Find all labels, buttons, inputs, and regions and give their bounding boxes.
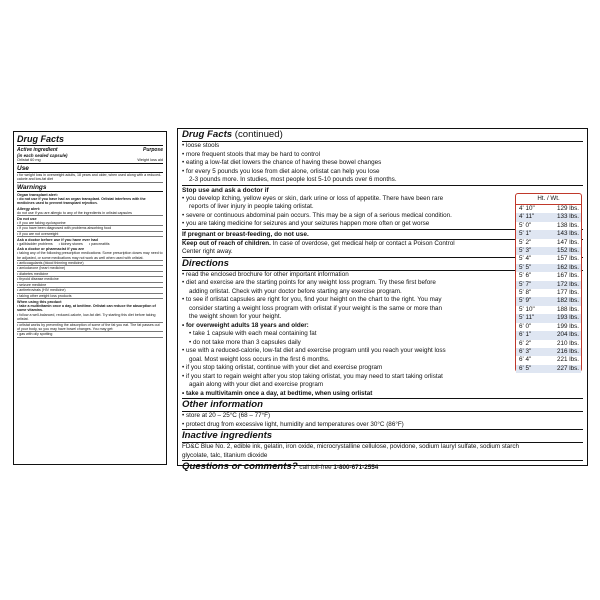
hw-weight: 221 lbs.: [556, 356, 579, 364]
hw-row: [516, 247, 581, 255]
hw-height: 6' 4": [519, 356, 532, 364]
pharm-item: • taking other weight loss products: [17, 294, 163, 299]
adult-line: • if you start to regain weight after you stop taking orlistat, you may need to start taking orlistat: [182, 372, 443, 380]
dir-line: • diet and exercise are the starting points for any weight loss program. Try these first before: [182, 279, 436, 286]
cont-line: • more frequent stools that may be hard to control: [182, 150, 321, 158]
hw-height: 5' 3": [519, 247, 532, 255]
when-item: • follow a well-balanced, reduced-calorie, low-fat diet. Try starting this diet before taking orlistat.: [17, 313, 163, 323]
hw-height: 5' 6": [519, 272, 532, 280]
pharm-item: • amiodarone (heart medicine): [17, 266, 163, 271]
cont-line: • for every 5 pounds you lose from diet alone, orlistat can help you lose: [182, 167, 380, 175]
dir-line: • read the enclosed brochure for other important information: [182, 270, 349, 278]
pharm-title: Ask a doctor or pharmacist if you are: [17, 247, 85, 252]
dir-line: the weight shown for your height.: [189, 313, 282, 320]
cont-line: • loose stools: [182, 142, 220, 149]
hw-height: 5' 5": [519, 263, 532, 271]
inactive-line: glycolate, talc, titanium dioxide: [182, 451, 268, 459]
hw-height: 5' 9": [519, 297, 532, 305]
donot-item: • if you are taking cyclosporine: [17, 221, 163, 226]
ask-title: Ask a doctor before use if you have ever had: [17, 238, 98, 243]
pregnancy-warning: If pregnant or breast-feeding, do not use.: [182, 229, 583, 239]
cont-line: 2-3 pounds more. In studies, most people lost 5-10 pounds over 6 months.: [189, 176, 397, 183]
active-label: Active ingredient: [17, 147, 58, 153]
hw-weight: 204 lbs.: [556, 331, 579, 339]
pharm-item: • seizure medicine: [17, 283, 163, 288]
stop-line: • you develop itching, yellow eyes or skin, dark urine or loss of appetite. There have been rare: [182, 194, 444, 202]
organ-text: • do not use if you have had an organ transplant. Orlistat interferes with the medicines used to prevent transplant rejection.: [17, 196, 146, 206]
hw-weight: 167 lbs.: [556, 272, 579, 280]
hw-weight: 157 lbs.: [556, 255, 579, 263]
hw-height: 6' 2": [519, 339, 532, 347]
hw-height: 5' 2": [519, 238, 532, 246]
hw-rows: [516, 205, 581, 373]
hw-row: [516, 323, 581, 331]
hw-row: [516, 356, 581, 364]
keep-out-rest: In case of overdose, get medical help or contact a Poison Control: [270, 239, 455, 247]
hw-row: [516, 230, 581, 238]
donot-title: Do not use: [17, 217, 37, 222]
donot-item: • if you are not overweight: [17, 232, 163, 237]
allergy-text: do not use if you are allergic to any of the ingredients in orlistat capsules: [17, 211, 163, 216]
hw-weight: 172 lbs.: [556, 280, 579, 288]
adults-title: • for overweight adults 18 years and older:: [182, 321, 309, 329]
hw-height: 5' 8": [519, 289, 532, 297]
use-text: • for weight loss in overweight adults, 18 years and older, when used along with a reduced-calorie and low-fat diet: [17, 173, 162, 182]
hw-weight: 143 lbs.: [556, 230, 579, 238]
active-sub: (in each sealed capsule): [17, 153, 68, 158]
cont-line: • eating a low-fat diet lowers the chance of having these bowel changes: [182, 159, 382, 166]
hw-height: 5' 1": [519, 230, 532, 238]
organ-title: Organ transplant alert:: [17, 192, 58, 197]
ask-item: • kidney stones: [58, 242, 83, 247]
when-item: • orlistat works by preventing the absorption of some of the fat you eat. The fat passes out of your body, so you may have bowel changes. You may get:: [17, 323, 163, 333]
hw-row: [516, 205, 581, 213]
use-title: Use: [17, 165, 163, 173]
adult-line: again along with your diet and exercise program: [189, 381, 324, 388]
hw-weight: 133 lbs.: [556, 213, 579, 221]
hw-row: [516, 365, 581, 373]
ingredient-row: [17, 158, 163, 164]
hw-height: 6' 3": [519, 347, 532, 355]
hw-row: [516, 213, 581, 221]
hw-row: [516, 297, 581, 305]
warnings-title: Warnings: [17, 184, 163, 192]
hw-row: [516, 289, 581, 297]
hw-weight: 152 lbs.: [556, 247, 579, 255]
right-title-cont: (continued): [232, 129, 283, 140]
hw-row: [516, 239, 581, 247]
hw-row: [516, 264, 581, 272]
ingredient: Orlistat 60 mg: [17, 158, 41, 162]
hw-header: Ht. / Wt.: [516, 194, 581, 205]
stop-line: • you are taking medicine for seizures and your seizures happen more often or get worse: [182, 220, 430, 227]
hw-row: [516, 314, 581, 322]
when-item: • gas with oily spotting: [17, 332, 163, 337]
hw-weight: 162 lbs.: [556, 263, 579, 271]
hw-height: 6' 0": [519, 322, 532, 330]
adult-line: • if you stop taking orlistat, continue with your diet and exercise program: [182, 364, 383, 371]
donot-item: • if you have been diagnosed with problems absorbing food: [17, 226, 163, 231]
hw-weight: 182 lbs.: [556, 297, 579, 305]
pharm-item: • antiretrovirals (HIV medicine): [17, 288, 163, 293]
inactive-line: FD&C Blue No. 2, edible ink, gelatin, iron oxide, microcrystalline cellulose, povidone, sodium lauryl sulfate, sodium starch: [182, 443, 520, 450]
other-line: • store at 20 – 25°C (68 – 77°F): [182, 412, 271, 419]
keep-out-bold: Keep out of reach of children.: [182, 239, 271, 247]
hw-height: 5' 4": [519, 255, 532, 263]
ask-item: • gallbladder problems: [17, 242, 53, 247]
hw-height: 5' 11": [519, 314, 535, 322]
hw-weight: 177 lbs.: [556, 289, 579, 297]
pharm-item: • anticoagulants (blood thinning medicine): [17, 261, 163, 266]
phone-number: 1-800-671-2554: [333, 464, 379, 471]
right-title: [182, 129, 583, 142]
ingredient-purpose: Weight loss aid: [137, 158, 163, 162]
stop-title: Stop use and ask a doctor if: [182, 185, 583, 195]
hw-weight: 138 lbs.: [556, 221, 579, 229]
left-title: Drug Facts: [17, 134, 163, 146]
hw-row: [516, 281, 581, 289]
hw-weight: 129 lbs.: [556, 205, 579, 212]
purpose-label: Purpose: [142, 147, 163, 153]
hw-weight: 188 lbs.: [556, 305, 579, 313]
hw-weight: 199 lbs.: [556, 322, 579, 330]
pharm-item: • thyroid disease medicine: [17, 277, 163, 282]
hw-height: 5' 0": [519, 221, 532, 229]
height-weight-table: [515, 193, 582, 372]
hw-height: 4' 10": [519, 205, 535, 212]
stop-line: reports of liver injury in people taking orlistat.: [189, 203, 314, 210]
dir-line: adding orlistat. Check with your doctor before starting any exercise program.: [189, 287, 402, 295]
phone-text: call toll-free: [297, 464, 334, 471]
ask-items: [17, 242, 163, 246]
hw-height: 5' 10": [519, 305, 535, 313]
hw-height: 5' 7": [519, 280, 532, 288]
adult-line: • take 1 capsule with each meal containing fat: [189, 330, 317, 337]
hw-weight: 216 lbs.: [556, 347, 579, 355]
inactive-title: Inactive ingredients: [182, 429, 583, 443]
hw-row: [516, 331, 581, 339]
keep-out-line2: Center right away.: [182, 248, 233, 255]
pharm-item: • diabetes medicine: [17, 272, 163, 277]
adult-line: goal. Most weight loss occurs in the first 6 months.: [189, 355, 330, 363]
multivitamin-line: • take a multivitamin once a day, at bedtime, when using orlistat: [182, 389, 373, 397]
hw-row: [516, 222, 581, 230]
stop-line: • severe or continuous abdominal pain occurs. This may be a sign of a serious medical condition.: [182, 211, 452, 219]
hw-row: [516, 306, 581, 314]
dir-line: consider starting a weight loss program with orlistat if your weight is the same or more than: [189, 304, 443, 312]
hw-weight: 227 lbs.: [556, 364, 579, 372]
hw-height: 6' 1": [519, 331, 532, 339]
right-title-main: Drug Facts: [182, 129, 233, 140]
ask-item: • pancreatitis: [88, 242, 110, 247]
directions-title: Directions: [182, 257, 583, 271]
hw-row: [516, 348, 581, 356]
other-line: • protect drug from excessive light, humidity and temperatures over 30°C (86°F): [182, 420, 404, 428]
hw-weight: 210 lbs.: [556, 339, 579, 347]
hw-row: [516, 255, 581, 263]
drug-facts-panel-left: [13, 131, 167, 465]
hw-weight: 193 lbs.: [556, 314, 579, 322]
hw-weight: 147 lbs.: [556, 238, 579, 246]
hw-row: [516, 340, 581, 348]
adult-line: • do not take more than 3 capsules daily: [189, 338, 301, 346]
other-title: Other information: [182, 398, 583, 412]
allergy-title: Allergy alert:: [17, 206, 41, 211]
hw-height: 6' 5": [519, 364, 532, 372]
pharm-item: • taking any of the following prescription medications: Some prescription doses may need to be adjusted, or some medications may not work as well when used with orlistat.: [17, 251, 163, 260]
adult-line: • use with a reduced-calorie, low-fat diet and exercise program until you reach your weight loss: [182, 347, 446, 354]
dir-line: • to see if orlistat capsules are right for you, find your height on the chart to the right. You may: [182, 296, 442, 303]
hw-height: 4' 11": [519, 213, 535, 221]
when-title: When using this product: [17, 299, 62, 304]
when-item: • take a multivitamin once a day, at bedtime. Orlistat can reduce the absorption of some vitamins.: [17, 303, 156, 313]
hw-row: [516, 272, 581, 280]
questions-title: Questions or comments?: [182, 461, 298, 472]
questions-line: [182, 460, 583, 474]
